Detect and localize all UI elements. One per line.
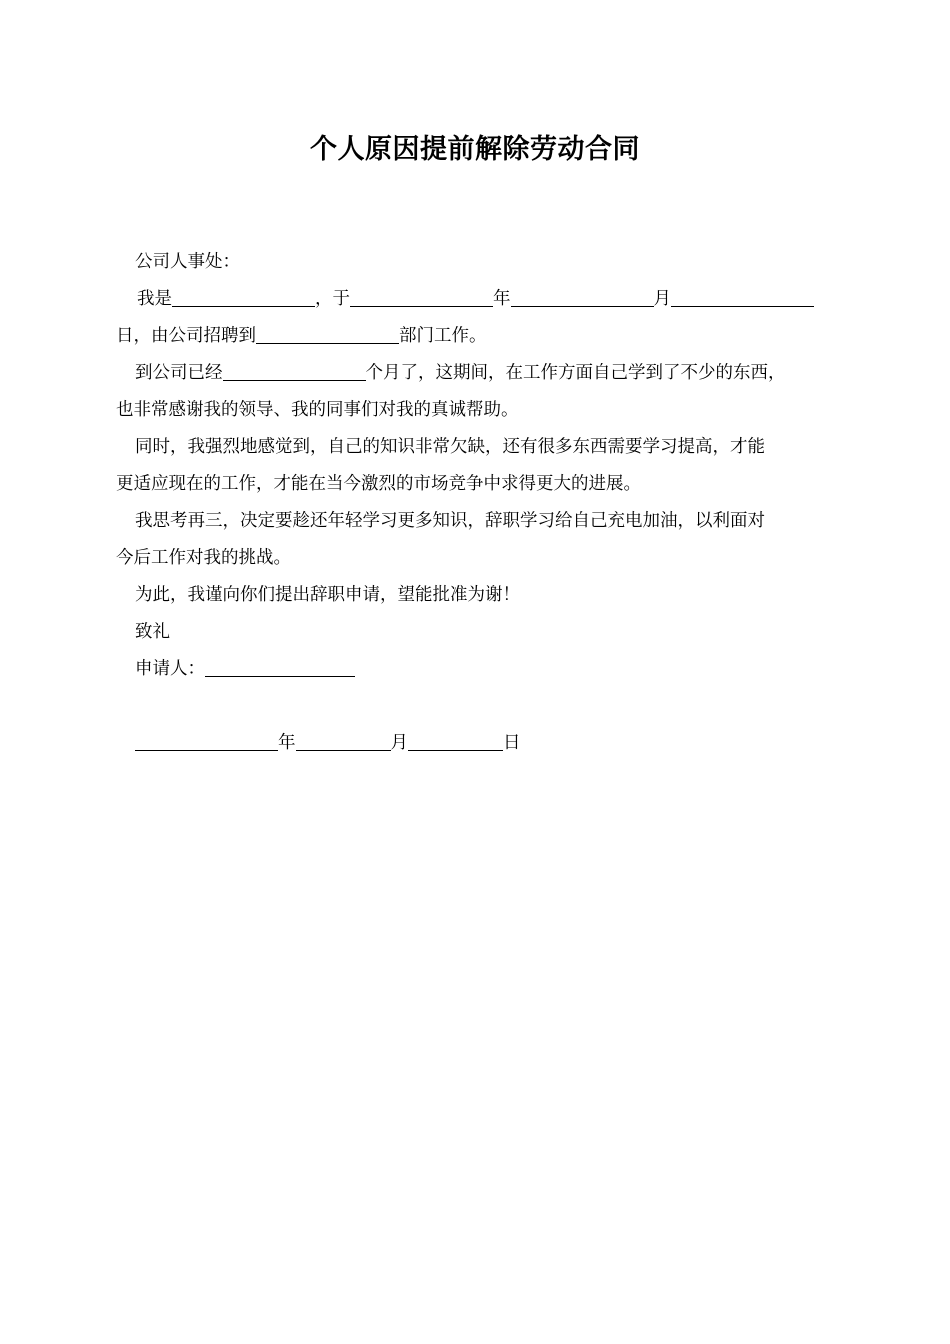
date-month-blank[interactable] [296,728,391,751]
department-blank[interactable] [256,321,399,344]
text: 我是 [137,289,172,309]
paragraph-2-line-1 [116,355,836,392]
text: 个月了，这期间，在工作方面自己学到了不少的东西， [365,363,786,383]
paragraph-5: 为此，我谨向你们提出辞职申请，望能批准为谢！ [135,585,520,605]
paragraph-3-line-1: 同时，我强烈地感觉到，自己的知识非常欠缺，还有很多东西需要学习提高，才能 [135,437,765,457]
applicant-blank[interactable] [205,654,355,677]
text: 到公司已经 [135,363,223,383]
date-year-blank[interactable] [135,728,278,751]
document-body [116,244,836,762]
applicant-label: 申请人： [135,659,205,679]
paragraph-3-line-2: 更适应现在的工作，才能在当今激烈的市场竞争中求得更大的进展。 [116,474,641,494]
date-day-label: 日 [503,733,521,753]
applicant-line [116,651,836,688]
text: 月 [653,289,671,309]
paragraph-1-line-2 [116,318,836,355]
text: 年 [493,289,511,309]
paragraph-1-line-1 [116,281,836,318]
months-blank[interactable] [223,358,366,381]
day-blank[interactable] [671,284,814,307]
text: 日，由公司招聘到 [116,326,256,346]
date-year-label: 年 [278,733,296,753]
date-month-label: 月 [390,733,408,753]
paragraph-2-line-2: 也非常感谢我的领导、我的同事们对我的真诚帮助。 [116,400,519,420]
spacer [116,688,836,725]
name-blank[interactable] [172,284,315,307]
date-day-blank[interactable] [408,728,503,751]
closing: 致礼 [135,622,170,642]
paragraph-4-line-2: 今后工作对我的挑战。 [116,548,291,568]
paragraph-4-line-1: 我思考再三，决定要趁还年轻学习更多知识，辞职学习给自己充电加油，以利面对 [135,511,765,531]
month-blank[interactable] [511,284,654,307]
text: ，于 [315,289,350,309]
year-blank[interactable] [350,284,493,307]
document-title: 个人原因提前解除劳动合同 [310,134,640,165]
date-line [116,725,836,762]
text: 部门工作。 [399,326,487,346]
salutation: 公司人事处： [135,252,240,272]
